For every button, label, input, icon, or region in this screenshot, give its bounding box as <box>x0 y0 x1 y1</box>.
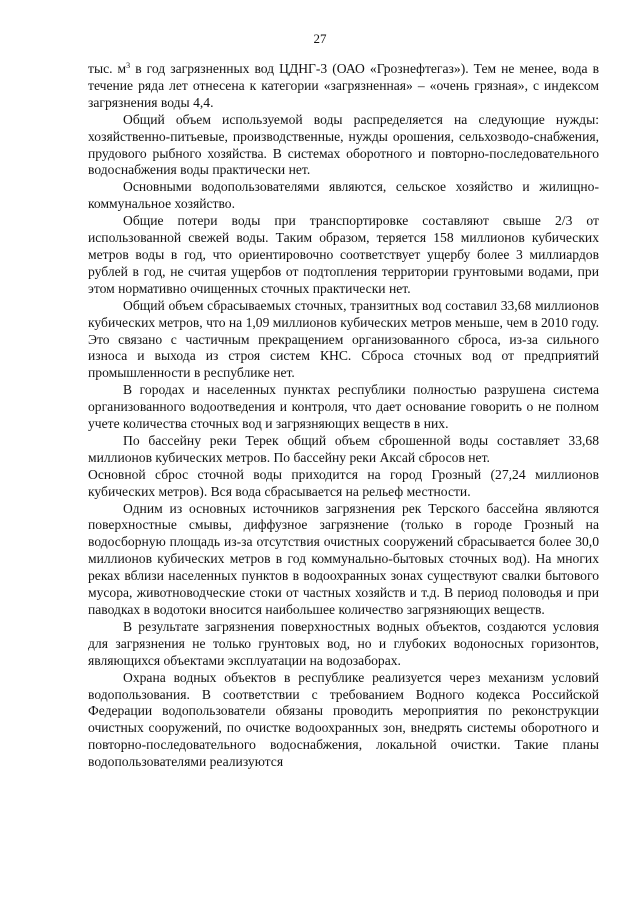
paragraph <box>88 213 599 298</box>
superscript: 3 <box>126 61 131 70</box>
paragraph <box>88 501 599 619</box>
paragraph-text: По бассейну реки Терек общий объем сброшенной воды составляет 33,68 миллионов кубических метров. По бассейну реки Аксай сбросов нет. <box>88 432 599 465</box>
paragraph-text: в год загрязненных вод ЦДНГ-3 (ОАО «Грознефтегаз»). Тем не менее, вода в течение ряда лет отнесена к категории «загрязненная» – «очень грязная», с индексом загрязнения воды 4,4. <box>88 61 600 110</box>
paragraph <box>88 112 599 180</box>
page-number: 27 <box>313 31 327 46</box>
paragraph-text: В результате загрязнения поверхностных водных объектов, создаются условия для загрязнения не только грунтовых вод, но и глубоких водоносных горизонтов, являющихся объектами эксплуатации на водозаборах. <box>88 618 599 668</box>
paragraph-text: Общий объем используемой воды распределяется на следующие нужды: хозяйственно-питьевые, производственные, нужды орошения, сельхозводо-снабжения, прудового рыбного хозяйства. В системах оборотного и повторно-последовательного водоснабжения воды практически нет. <box>88 111 599 178</box>
paragraph-text: Общие потери воды при транспортировке составляют свыше 2/3 от использованной свежей воды. Таким образом, теряется 158 миллионов кубических метров воды в год, что ориентировочно соответствует ущербу более 3 миллиардов рублей в год, не считая ущербов от подтопления территории грунтовыми водами, при этом нормативно очищенных сточных практически нет. <box>88 213 599 296</box>
paragraph <box>88 670 599 771</box>
document-body <box>88 61 599 771</box>
paragraph <box>88 61 599 112</box>
paragraph <box>88 433 599 467</box>
paragraph <box>88 619 599 670</box>
paragraph <box>88 467 599 501</box>
paragraph <box>88 179 599 213</box>
paragraph-text: Одним из основных источников загрязнения рек Терского бассейна являются поверхностные смывы, диффузное загрязнение (только в городе Грозный на водосборную площадь из-за отсутствия очистных сооружений сбрасывается более 30,0 миллионов кубических метров в год коммунально-бытовых сточных вод). На многих реках вблизи населенных пунктов в водоохранных зонах существуют свалки бытового мусора, животноводческие стоки от частных хозяйств и т.д. В период половодья и при паводках в водотоки вносится наибольшее количество загрязняющих веществ. <box>88 500 599 617</box>
paragraph-text: Основными водопользователями являются, сельское хозяйство и жилищно-коммунальное хозяйство. <box>88 179 599 212</box>
paragraph-text: тыс. м <box>88 61 127 76</box>
paragraph <box>88 382 599 433</box>
paragraph-text: Охрана водных объектов в республике реализуется через механизм условий водопользования. В соответствии с требованием Водного кодекса Российской Федерации водопользователи обязаны проводить мероприятия по реконструкции очистных сооружений, по очистке водоохранных зон, внедрять системы оборотного и повторно-последовательного водоснабжения, локальной очистки. Такие планы водопользователями реализуются <box>88 669 599 770</box>
paragraph-text: В городах и населенных пунктах республики полностью разрушена система организованного водоотведения и контроля, что дает основание говорить о не полном учете количества сточных вод и загрязняющих веществ в них. <box>88 382 599 432</box>
paragraph-text: Общий объем сбрасываемых сточных, транзитных вод составил 33,68 миллионов кубических метров, что на 1,09 миллионов кубических метров меньше, чем в 2010 году. Это связано с частичным прекращением организованного сброса, из-за сильного износа и выхода из строя систем КНС. Сброса сточных вод от предприятий промышленности в республике нет. <box>88 297 599 381</box>
paragraph-text: Основной сброс сточной воды приходится на город Грозный (27,24 миллионов кубических метров). Вся вода сбрасывается на рельеф местности. <box>88 466 599 499</box>
paragraph <box>88 298 599 383</box>
